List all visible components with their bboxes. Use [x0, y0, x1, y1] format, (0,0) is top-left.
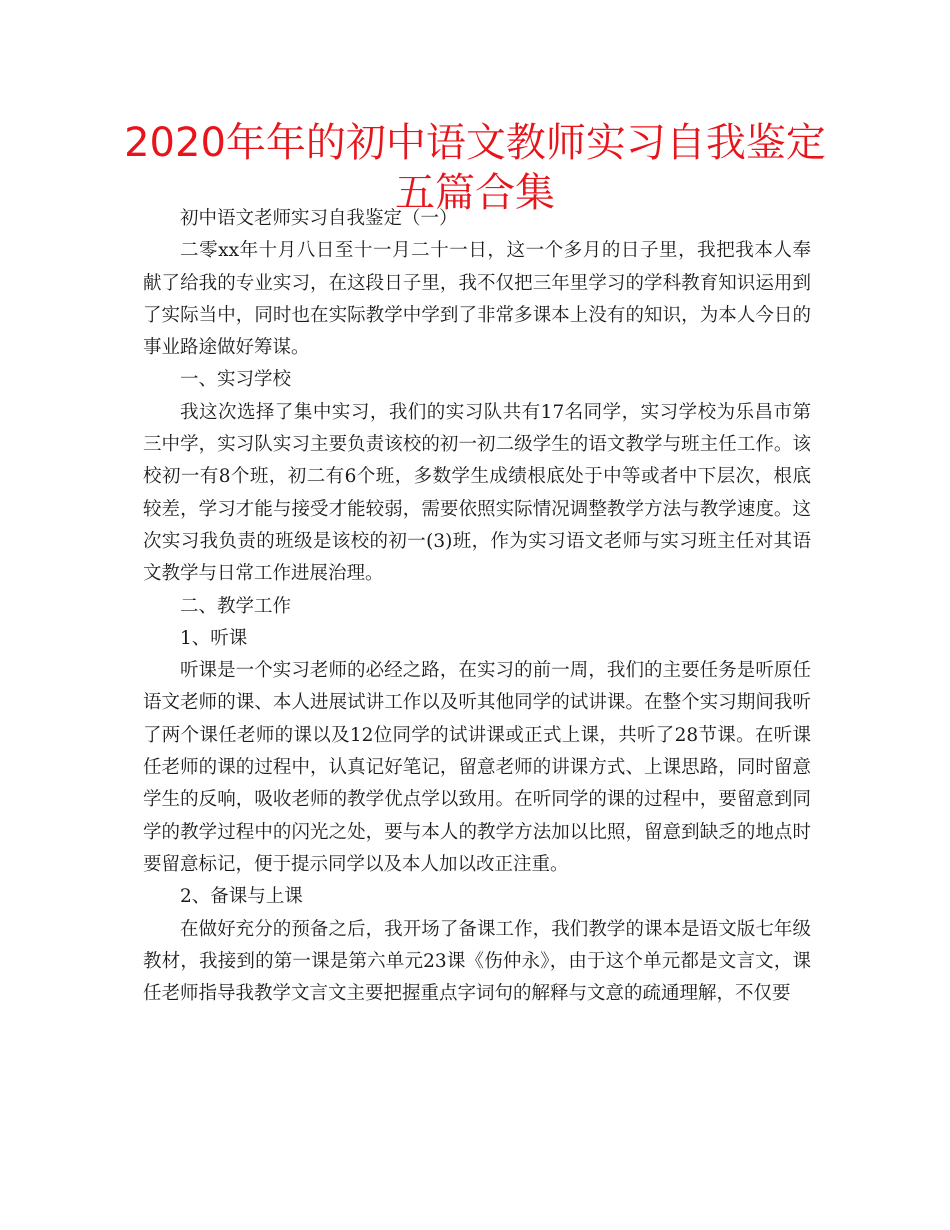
paragraph: 听课是一个实习老师的必经之路，在实习的前一周，我们的主要任务是听原任语文老师的课、本人进展试讲工作以及听其他同学的试讲课。在整个实习期间我听了两个课任老师的课以及12位同学的试讲课或正式上课，共听了28节课。在听课任老师的课的过程中，认真记好笔记，留意老师的讲课方式、上课思路，同时留意学生的反响，吸收老师的教学优点学以致用。在听同学的课的过程中，要留意到同学的教学过程中的闪光之处，要与本人的教学方法加以比照，留意到缺乏的地点时要留意标记，便于提示同学以及本人加以改正注重。: [143, 660, 811, 875]
paragraph: 二零xx年十月八日至十一月二十一日，这一个多月的日子里，我把我本人奉献了给我的专业实习，在这段日子里，我不仅把三年里学习的学科教育知识运用到了实际当中，同时也在实际教学中学到了非常多课本上没有的知识，为本人今日的事业路途做好筹谋。: [143, 240, 811, 359]
subsection-heading: 1、听课: [180, 627, 248, 649]
section-heading: 二、教学工作: [180, 595, 292, 617]
section-heading: 一、实习学校: [180, 369, 292, 391]
paragraph: 在做好充分的预备之后，我开场了备课工作，我们教学的课本是语文版七年级教材，我接到的第一课是第六单元23课《伤仲永》，由于这个单元都是文言文，课任老师指导我教学文言文主要把握重点字词句的解释与文意的疏通理解，不仅要: [143, 918, 811, 1005]
paragraph: 我这次选择了集中实习，我们的实习队共有17名同学，实习学校为乐昌市第三中学，实习队实习主要负责该校的初一初二级学生的语文教学与班主任工作。该校初一有8个班，初二有6个班，多数学生成绩根底处于中等或者中下层次，根底较差，学习才能与接受才能较弱，需要依照实际情况调整教学方法与教学速度。这次实习我负责的班级是该校的初一(3)班，作为实习语文老师与实习班主任对其语文教学与日常工作进展治理。: [143, 401, 811, 585]
document-title: 2020年年的初中语文教师实习自我鉴定五篇合集: [124, 120, 826, 216]
document-body: [143, 203, 811, 1010]
section-heading: 初中语文老师实习自我鉴定（一）: [180, 208, 458, 229]
subsection-heading: 2、备课与上课: [180, 886, 303, 908]
